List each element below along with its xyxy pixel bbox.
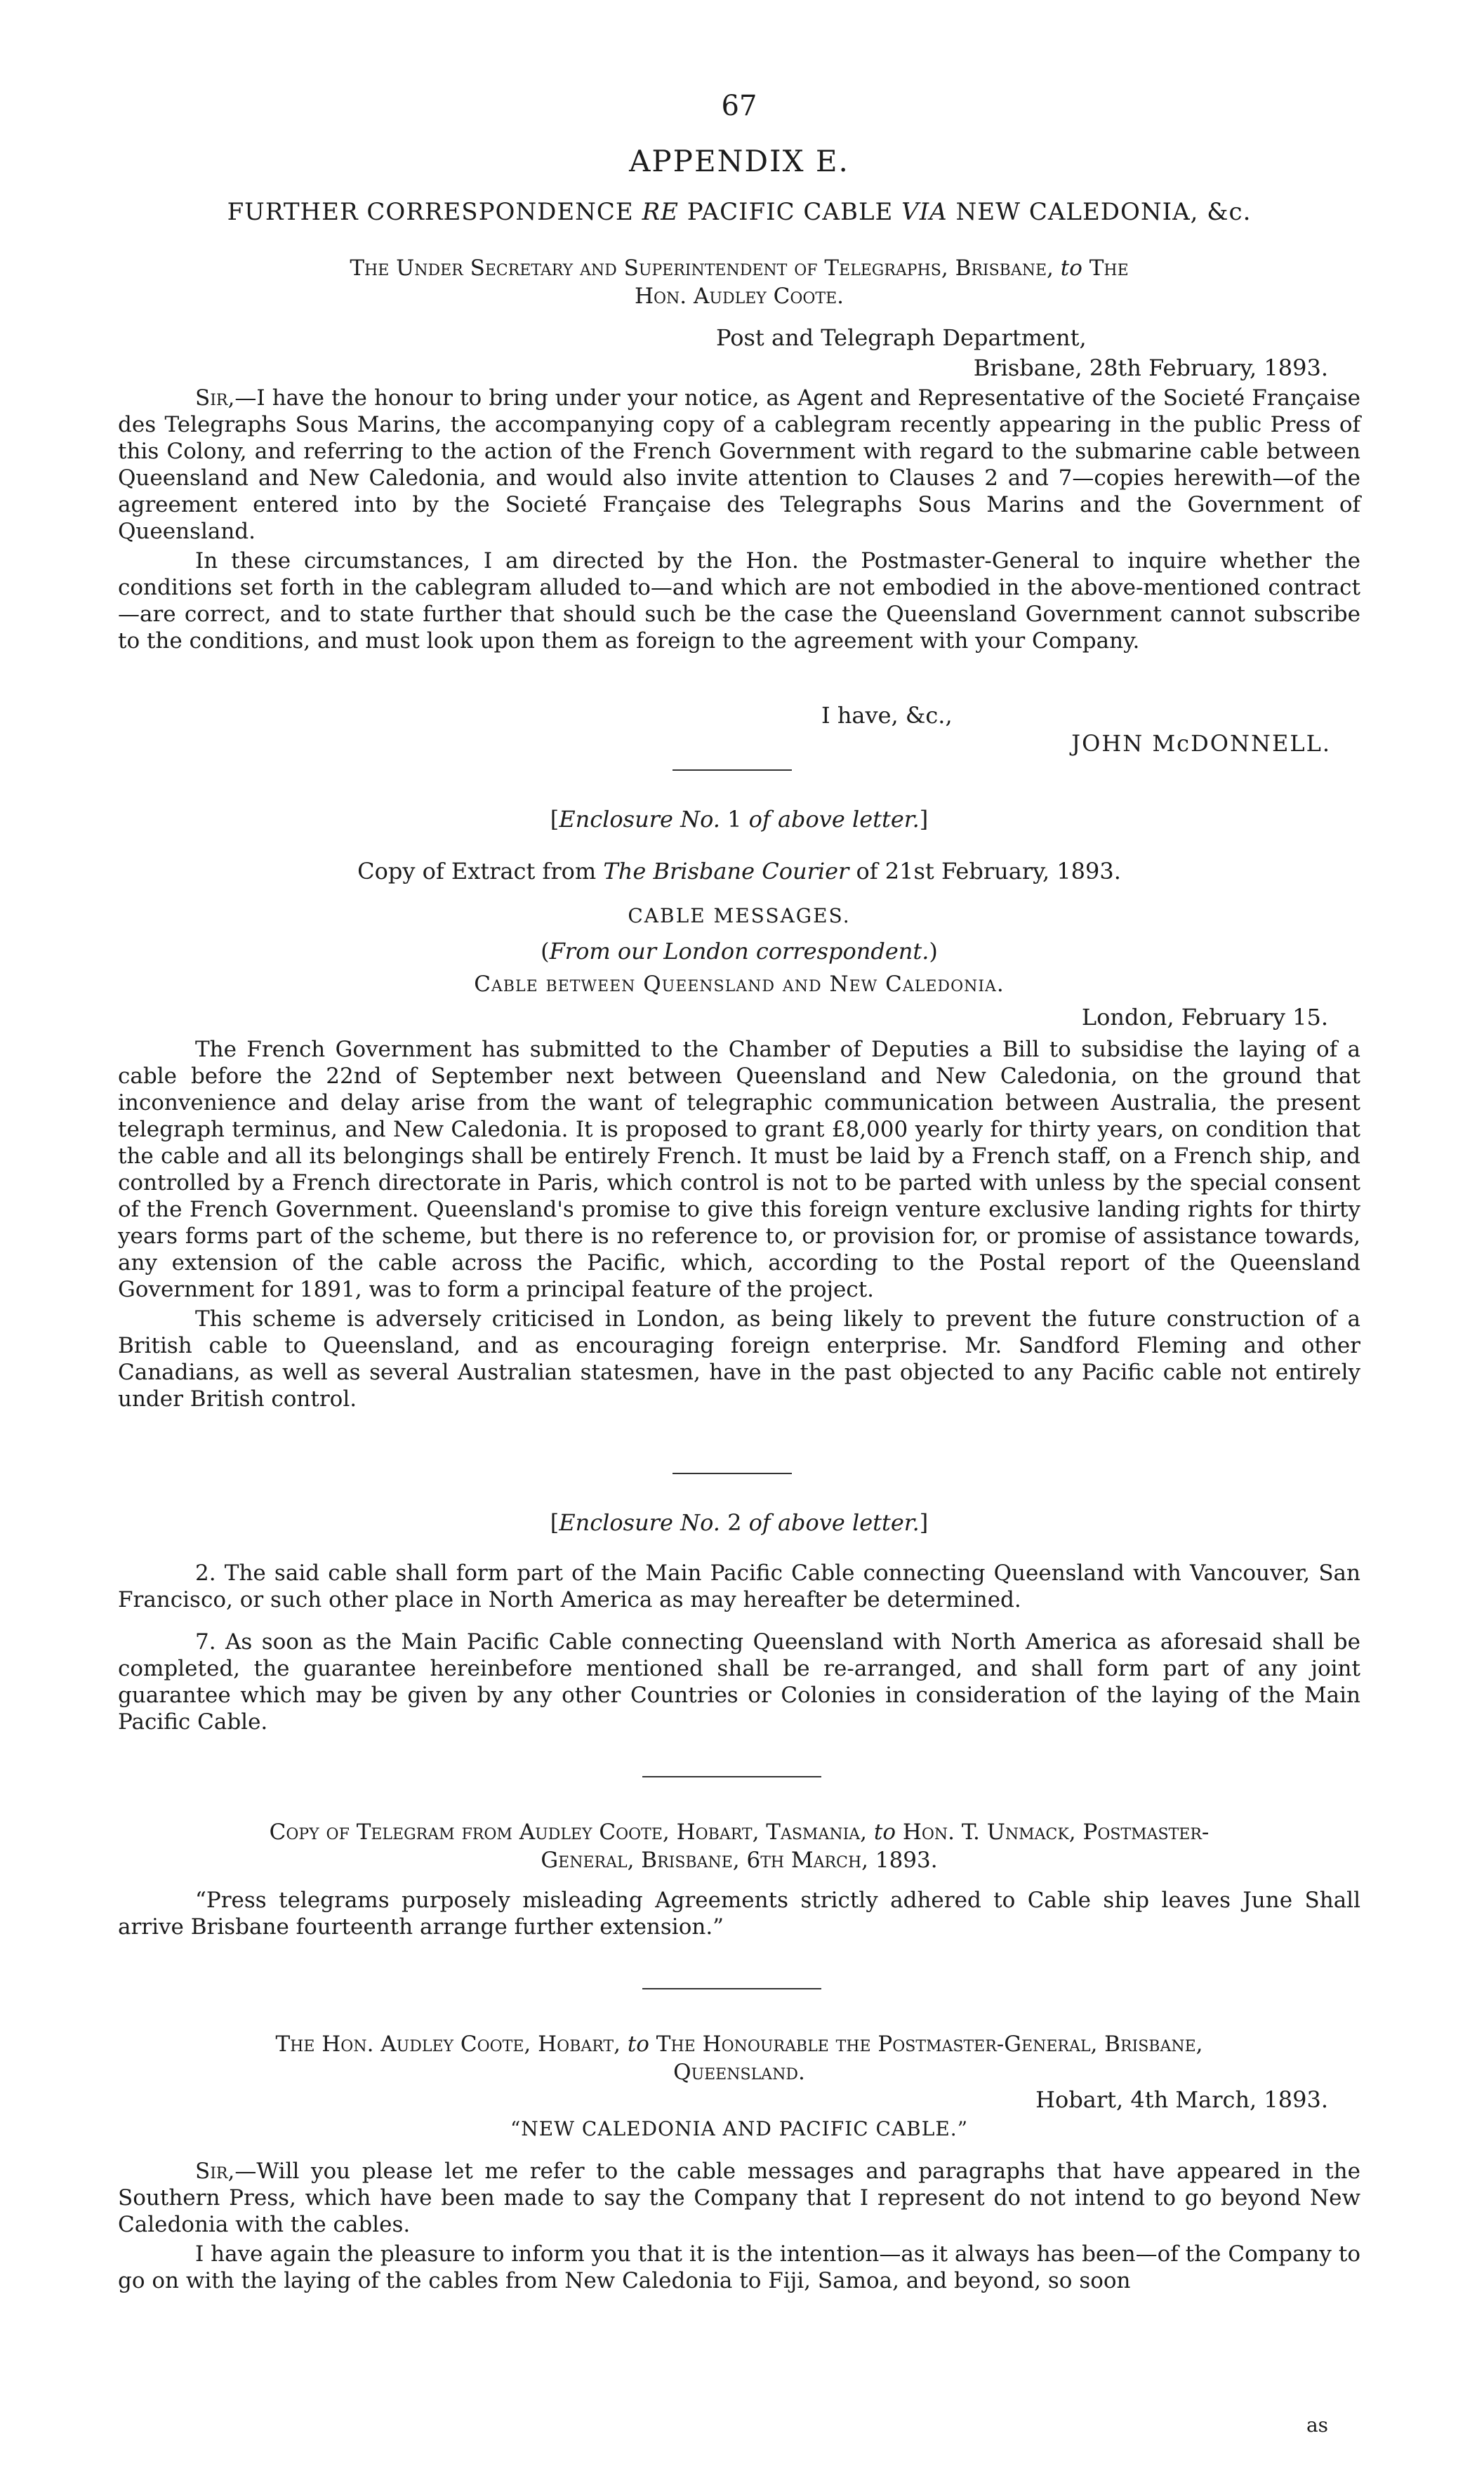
letter2-para1: Sir,—Will you please let me refer to the cable messages and paragraphs that have appeared in the Southern Press, which have been made to say the Company that I represent do not intend to go beyond New Caledonia with the cables.: [118, 2159, 1360, 2237]
letter2-body: [118, 2158, 1360, 2294]
letter2-heading: The Hon. Audley Coote, Hobart, to The Honourable the Postmaster-General, Brisbane, Queensland.: [275, 2032, 1203, 2085]
enclosure2-label: [Enclosure No. 2 of above letter.]: [550, 1509, 929, 1536]
enclosure1-body: [118, 1036, 1360, 1412]
letter1-para2: In these circumstances, I am directed by the Hon. the Postmaster-General to inquire whether the conditions set forth in the cablegram alluded to—and which are not embodied in the above-mentioned contract—are correct, and to state further that should such be the case the Queensland Government cannot subscribe to the conditions, and must look upon them as foreign to the agreement with your Company.: [118, 548, 1360, 654]
enclosure2-clause2: 2. The said cable shall form part of the Main Pacific Cable connecting Queensland with Vancouver, San Francisco, or such other place in North America as may hereafter be determined.: [118, 1561, 1360, 1612]
page-number: 67: [721, 90, 757, 122]
appendix-title: APPENDIX E.: [629, 144, 849, 178]
divider: [642, 1988, 821, 1989]
letter2-dateline: Hobart, 4th March, 1893.: [1035, 2086, 1328, 2113]
enclosure2-body: [118, 1560, 1360, 1735]
letter1-heading: The Under Secretary and Superintendent of Telegraphs, Brisbane, to The Hon. Audley Coote.: [350, 256, 1129, 309]
letter2-title: “NEW CALEDONIA AND PACIFIC CABLE.”: [510, 2117, 969, 2140]
letter1-address-line2: Brisbane, 28th February, 1893.: [973, 355, 1328, 381]
letter1-closing: I have, &c.,: [821, 702, 953, 729]
enclosure1-article-heading: Cable between Queensland and New Caledonia.: [474, 972, 1005, 997]
enclosure1-dateline: London, February 15.: [1081, 1004, 1328, 1031]
telegram-body: “Press telegrams purposely misleading Agreements strictly adhered to Cable ship leaves June Shall arrive Brisbane fourteenth arrange further extension.”: [118, 1888, 1360, 1940]
enclosure1-label: [Enclosure No. 1 of above letter.]: [550, 806, 929, 833]
letter1-body: [118, 385, 1360, 654]
enclosure2-clause7: 7. As soon as the Main Pacific Cable connecting Queensland with North America as aforesaid shall be completed, the guarantee hereinbefore mentioned shall be re-arranged, and shall form part of any joint guarantee which may be given by any other Countries or Colonies in consideration of the laying of the Main Pacific Cable.: [118, 1629, 1360, 1735]
catchword: as: [1306, 2413, 1328, 2437]
divider: [673, 769, 792, 771]
divider: [673, 1473, 792, 1474]
enclosure1-copy-line: Copy of Extract from The Brisbane Courier of 21st February, 1893.: [357, 858, 1121, 885]
enclosure1-from: (From our London correspondent.): [541, 938, 938, 965]
letter1-para1: Sir,—I have the honour to bring under your notice, as Agent and Representative of the Societé Française des Telegraphs Sous Marins, the accompanying copy of a cablegram recently appearing in the public Press of this Colony, and referring to the action of the French Government with regard to the submarine cable between Queensland and New Caledonia, and would also invite attention to Clauses 2 and 7—copies herewith—of the agreement entered into by the Societé Française des Telegraphs Sous Marins and the Government of Queensland.: [118, 385, 1360, 544]
divider: [642, 1776, 821, 1777]
enclosure1-para1: The French Government has submitted to the Chamber of Deputies a Bill to subsidise the laying of a cable before the 22nd of September next between Queensland and New Caledonia, on the ground that inconvenience and delay arise from the want of telegraphic communication between Australia, the present telegraph terminus, and New Caledonia. It is proposed to grant £8,000 yearly for thirty years, on condition that the cable and all its belongings shall be entirely French. It must be laid by a French staff, on a French ship, and controlled by a French directorate in Paris, which control is not to be parted with unless by the special consent of the French Government. Queensland's promise to give this foreign venture exclusive landing rights for thirty years forms part of the scheme, but there is no reference to, or provision for, or promise of assistance towards, any extension of the cable across the Pacific, which, according to the Postal report of the Queensland Government for 1891, was to form a principal feature of the project.: [118, 1037, 1360, 1302]
letter1-signature: JOHN McDONNELL.: [1071, 730, 1331, 757]
letter2-para2: I have again the pleasure to inform you that it is the intention—as it always has been—of the Company to go on with the laying of the cables from New Caledonia to Fiji, Samoa, and beyond, so soon: [118, 2241, 1360, 2293]
letter1-address-line1: Post and Telegraph Department,: [716, 324, 1087, 351]
enclosure1-section: CABLE MESSAGES.: [628, 904, 851, 927]
appendix-subtitle: FURTHER CORRESPONDENCE RE PACIFIC CABLE VIA NEW CALEDONIA, &c.: [227, 198, 1252, 226]
enclosure1-para2: This scheme is adversely criticised in London, as being likely to prevent the future construction of a British cable to Queensland, and as encouraging foreign enterprise. Mr. Sandford Fleming and other Canadians, as well as several Australian statesmen, have in the past objected to any Pacific cable not entirely under British control.: [118, 1306, 1360, 1412]
telegram-heading: Copy of Telegram from Audley Coote, Hobart, Tasmania, to Hon. T. Unmack, Postmaster- General, Brisbane, 6th March, 1893.: [269, 1820, 1210, 1873]
